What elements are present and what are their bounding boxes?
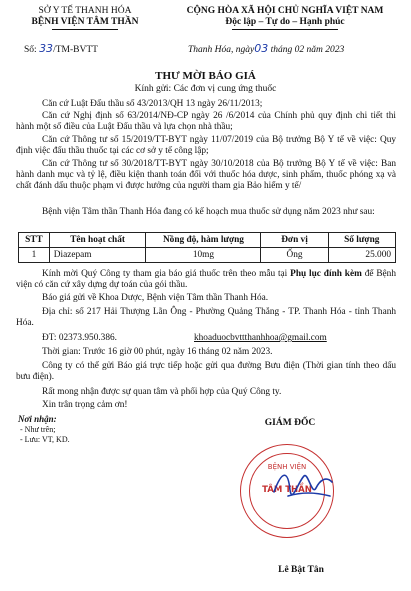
signatory-role: GIÁM ĐỐC xyxy=(264,418,316,428)
sent-to-line: Báo giá gửi về Khoa Dược, Bệnh viện Tâm thần Thanh Hóa. xyxy=(42,293,269,303)
medicine-table xyxy=(18,232,396,263)
invitation-paragraph xyxy=(16,269,396,291)
regards-line: Xin trân trọng cảm ơn! xyxy=(42,400,128,410)
invite-text-a: Kính mời Quý Công ty tham gia báo giá thuốc trên theo mẫu tại xyxy=(42,269,291,279)
col-header-active-ingredient: Tên hoạt chất xyxy=(49,233,146,248)
cell-stt: 1 xyxy=(19,248,50,263)
header-left-underline xyxy=(52,29,118,30)
recipients-title: Nơi nhận: xyxy=(18,414,57,424)
delivery-paragraph: Công ty có thể gửi Báo giá trực tiếp hoặc gửi qua đường Bưu điện (Thời gian tính theo dấu bưu điện). xyxy=(16,361,396,382)
doc-number-handwritten: 33 xyxy=(39,42,54,55)
doc-suffix: /TM-BVTT xyxy=(53,45,98,55)
document-title: THƯ MỜI BÁO GIÁ xyxy=(155,70,256,82)
date-prefix: Thanh Hóa, ngày xyxy=(188,45,255,55)
doc-prefix: Số: xyxy=(24,45,37,55)
col-header-strength: Nồng độ, hàm lượng xyxy=(146,233,261,248)
address-paragraph: Địa chỉ: số 217 Hải Thượng Lãn Ông - Phường Quảng Thắng - TP. Thanh Hóa - tỉnh Thanh Hóa. xyxy=(16,307,396,328)
thanks-line: Rất mong nhận được sự quan tâm và phối hợp của Quý Công ty. xyxy=(42,387,282,397)
purchase-plan-text: Bệnh viện Tâm thần Thanh Hóa đang có kế hoạch mua thuốc sử dụng năm 2023 như sau: xyxy=(42,207,375,217)
recipient-item-1: - Như trên; xyxy=(20,425,56,434)
cell-active-ingredient: Diazepam xyxy=(49,248,146,263)
email-link[interactable]: khoaduocbvttthanhhoa@gmail.com xyxy=(194,333,327,343)
ministry-name: SỞ Y TẾ THANH HÓA xyxy=(38,6,132,16)
header-right-underline xyxy=(232,29,338,30)
recipient-item-2: - Lưu: VT, KD. xyxy=(20,435,70,444)
phone-number: ĐT: 02373.950.386. xyxy=(42,333,117,343)
document-number xyxy=(24,42,98,55)
document-date xyxy=(188,42,344,55)
invite-text-b: để Bệnh viện có căn cứ xây dựng dự toán của gói thầu. xyxy=(16,269,396,290)
signatory-name: Lê Bật Tân xyxy=(278,565,324,575)
col-header-stt: STT xyxy=(19,233,50,248)
date-day-handwritten: 03 xyxy=(254,42,269,55)
recipient-line: Kính gửi: Các đơn vị cung ứng thuốc xyxy=(134,84,277,94)
republic-name: CỘNG HÒA XÃ HỘI CHỦ NGHĨA VIỆT NAM xyxy=(186,6,384,16)
legal-basis-2: Căn cứ Nghị định số 63/2014/NĐ-CP ngày 26 /6/2014 của Chính phủ quy định chi tiết thi hành một số điều của Luật Đấu thầu và lựa chọn nhà thầu; xyxy=(16,111,396,132)
table-row xyxy=(19,248,396,263)
col-header-quantity: Số lượng xyxy=(328,233,395,248)
contact-line xyxy=(42,333,402,343)
legal-basis-3: Căn cứ Thông tư số 15/2019/TT-BYT ngày 11/07/2019 của Bộ trưởng Bộ Y tế về việc: Quy định việc đấu thầu thuốc tại các cơ sở y tế công lập; xyxy=(16,135,396,156)
cell-quantity: 25.000 xyxy=(328,248,395,263)
hospital-name: BỆNH VIỆN TÂM THẦN xyxy=(31,17,139,27)
cell-unit: Ống xyxy=(261,248,328,263)
col-header-unit: Đơn vị xyxy=(261,233,328,248)
national-motto: Độc lập – Tự do – Hạnh phúc xyxy=(225,17,345,27)
legal-basis-1: Căn cứ Luật Đấu thầu số 43/2013/QH 13 ngày 26/11/2013; xyxy=(42,99,263,109)
stamp-top-text: BỆNH VIỆN xyxy=(267,463,307,471)
date-suffix: tháng 02 năm 2023 xyxy=(270,45,345,55)
handwritten-signature xyxy=(268,462,338,512)
cell-strength: 10mg xyxy=(146,248,261,263)
deadline-line: Thời gian: Trước 16 giờ 00 phút, ngày 16 tháng 02 năm 2023. xyxy=(42,347,273,357)
stamp-main-text: TÂM THẦN xyxy=(262,485,312,495)
table-header-row xyxy=(19,233,396,248)
invite-appendix: Phụ lục đính kèm xyxy=(290,269,362,279)
legal-basis-4: Căn cứ Thông tư số 30/2018/TT-BYT ngày 30/10/2018 của Bộ trưởng Bộ Y tế về việc: Ban hành danh mục và tỷ lệ, điều kiện thanh toán đối với thuốc hóa dược, sinh phẩm, thuốc phóng xạ và chất đánh dấu thuộc phạm vi được hưởng của người tham gia Bảo hiểm y tế/ xyxy=(16,159,396,191)
